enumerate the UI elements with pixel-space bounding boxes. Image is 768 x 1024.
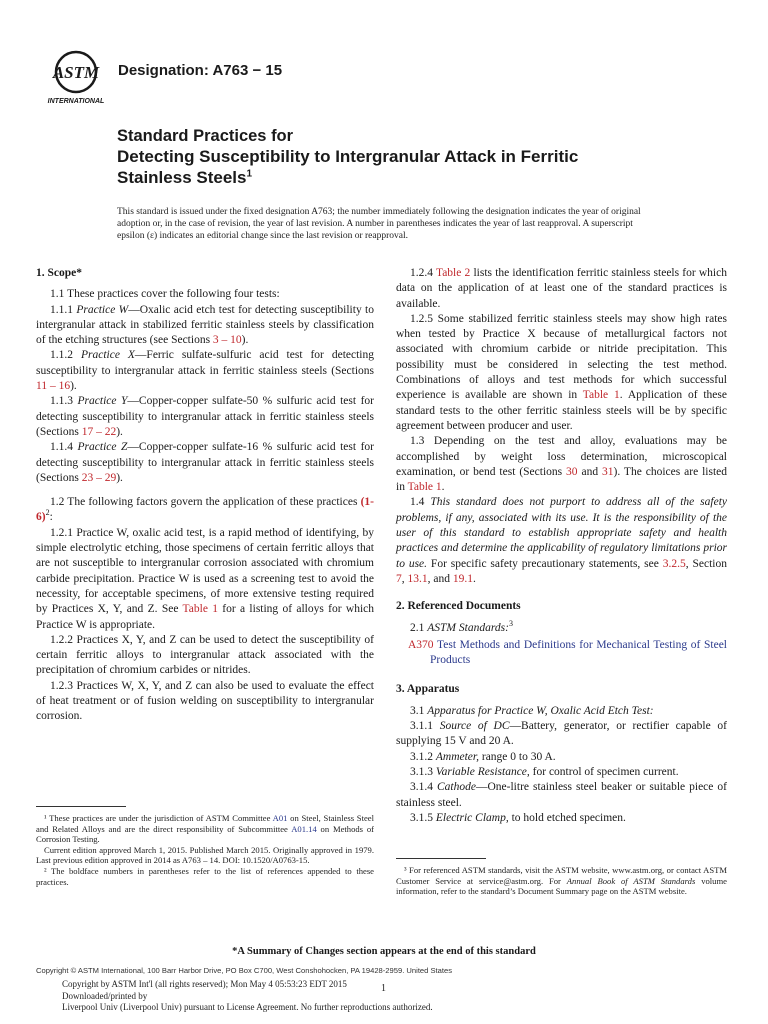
- paragraph-2-1: 2.1 ASTM Standards:$^3$: [410, 618, 513, 634]
- title-line-1: Standard Practices for: [117, 127, 294, 145]
- footnote-mark-3[interactable]: 3: [508, 618, 513, 628]
- section-link[interactable]: 30: [566, 465, 578, 478]
- paragraph-3-1-5: 3.1.5 Electric Clamp, to hold etched specimen.: [410, 811, 626, 824]
- print-license-note: [62, 979, 433, 1014]
- section-link[interactable]: 3.2.5: [662, 557, 686, 570]
- section-link[interactable]: 7: [396, 572, 402, 585]
- footnote-2: ² The boldface numbers in parentheses refer to the list of references appended to these practices.: [36, 865, 374, 887]
- paragraph-1-1-4: 1.1.4 Practice Z—Copper-copper sulfate-16 % sulfuric acid test for detecting susceptibility to intergranular attack in ferritic stainless steels (Sections 23 – 29).: [36, 441, 375, 484]
- footnote-1-edition: Current edition approved March 1, 2015. Published March 2015. Originally approved in 1979. Last previous edition approved in 2014 as A763 – 14. DOI: 10.1520/A0763-15.: [36, 844, 374, 866]
- table-link[interactable]: Table 1: [407, 481, 442, 494]
- print-line-3: Liverpool Univ (Liverpool Univ) pursuant to License Agreement. No further reproductions authorized.: [62, 1002, 433, 1012]
- table-link[interactable]: Table 2: [435, 267, 471, 279]
- section-link[interactable]: 3 – 10: [212, 334, 242, 347]
- title-footnote-mark[interactable]: 1: [246, 168, 253, 180]
- issue-note: This standard is issued under the fixed designation A763; the number immediately following the designation indicates the year of original adoption or, in the case of revision, the year of last revision. A number in parentheses indicates the year of last reapproval. A superscript epsilon (ε) indicates an editorial change since the last revision or reapproval.: [117, 207, 641, 241]
- paragraph-3-1-3: 3.1.3 Variable Resistance, for control of specimen current.: [410, 765, 679, 778]
- paragraph-3-1-1: 3.1.1 Source of DC—Battery, generator, or rectifier capable of supplying 15 V and 20 A.: [396, 720, 727, 748]
- print-line-1: Copyright by ASTM Int'l (all rights reserved); Mon May 4 05:53:23 EDT 2015: [62, 979, 347, 989]
- page-number: 1: [381, 983, 386, 994]
- paragraph-3-1-2: 3.1.2 Ammeter, range 0 to 30 A.: [410, 750, 556, 763]
- paragraph-3-1-4: 3.1.4 Cathode—One-litre stainless steel beaker or suitable piece of stainless steel.: [396, 781, 727, 809]
- summary-of-changes-note: *A Summary of Changes section appears at the end of this standard: [232, 946, 536, 957]
- right-column: [396, 266, 727, 826]
- standard-link-a370[interactable]: A370: [408, 638, 434, 651]
- table-link[interactable]: Table 1: [582, 389, 620, 402]
- print-line-2: Downloaded/printed by: [62, 990, 148, 1001]
- table-link[interactable]: Table 1: [182, 603, 218, 616]
- section-heading-scope: 1. Scope*: [36, 267, 82, 279]
- section-link[interactable]: 31: [602, 465, 614, 478]
- astm-logo: [40, 48, 112, 108]
- section-link[interactable]: 19.1: [452, 572, 473, 585]
- paragraph-1-4: 1.4 This standard does not purport to address all of the safety problems, if any, associated with its use. It is the responsibility of the user of this standard to establish appropriate safety and health practices and determine the applicability of regulatory limitations prior to use. For specific safety precautionary statements, see 3.2.5, Section 7, 13.1, and 19.1.: [396, 496, 728, 585]
- footnote-rule: [396, 858, 486, 859]
- title-line-3: Stainless Steels$^1$: [117, 168, 253, 187]
- footnote-rule: [36, 806, 126, 807]
- standard-title-a370[interactable]: Test Methods and Definitions for Mechanical Testing of Steel Products: [430, 638, 727, 667]
- paragraph-1-3: 1.3 Depending on the test and alloy, evaluations may be accomplished by weight loss determination, microscopical examination, or bend test (Sections 30 and 31). The choices are listed in Table 1.: [396, 435, 728, 494]
- designation: Designation: A763 − 15: [118, 62, 283, 79]
- footnotes-left: [36, 806, 374, 887]
- title-line-2: Detecting Susceptibility to Intergranular Attack in Ferritic: [117, 147, 579, 166]
- paragraph-1-2-3: 1.2.3 Practices W, X, Y, and Z can also be used to evaluate the effect of heat treatment or of fusion welding on susceptibility to intergranular corrosion.: [36, 679, 374, 723]
- paragraph-1-1: 1.1 These practices cover the following four tests:: [50, 288, 280, 301]
- section-link[interactable]: 23 – 29: [81, 471, 117, 484]
- svg-text:INTERNATIONAL: INTERNATIONAL: [47, 98, 105, 105]
- paragraph-1-1-3: 1.1.3 Practice Y—Copper-copper sulfate-50 % sulfuric acid test for detecting susceptibility to intergranular attack in ferritic stainless steels (Sections 17 – 22).: [36, 395, 375, 438]
- title-block: [117, 126, 717, 188]
- paragraph-1-2-5: 1.2.5 Some stabilized ferritic stainless steels may show high rates when tested by Practice X because of metallurgical factors not associated with chromium carbide or nitride precipitation. This possibility must be considered in selecting the test method. Combinations of alloys and test methods for which successful experience is available are shown in Table 1. Application of these standard tests to the other ferritic stainless steels will be by specific agreement between producer and user.: [396, 312, 727, 432]
- paragraph-1-2-2: 1.2.2 Practices X, Y, and Z can be used to detect the susceptibility of certain ferritic alloys to intergranular attack associated with the precipitation of chromium carbides or nitrides.: [36, 633, 374, 677]
- left-column: [36, 266, 374, 725]
- paragraph-1-2: 1.2 The following factors govern the application of these practices $(1-6)^2$:: [36, 496, 374, 524]
- svg-text:ASTM: ASTM: [52, 63, 100, 82]
- paragraph-1-1-2: 1.1.2 Practice X—Ferric sulfate-sulfuric acid test for detecting susceptibility to intergranular attack in ferritic stainless steels (Sections 11 – 16).: [36, 349, 374, 393]
- paragraph-1-2-1: 1.2.1 Practice W, oxalic acid test, is a rapid method of identifying, by simple electrolytic etching, those specimens of certain ferritic alloys that are not susceptible to intergranular corrosion associated with chromium carbide precipitation. Practice W is used as a screening test to avoid the necessity, for acceptable specimens, of more extensive testing required by Practices X, Y, and Z. See Table 1 for a listing of alloys for which Practice W is appropriate.: [36, 526, 374, 631]
- footnote-mark-2[interactable]: 2: [45, 508, 50, 518]
- section-link[interactable]: 17 – 22: [81, 425, 117, 438]
- paragraph-1-1-1: 1.1.1 Practice W—Oxalic acid etch test for detecting susceptibility to intergranular attack in stabilized ferritic stainless steels by classification of the etching structures (see Sections 3 – 10).: [36, 303, 374, 347]
- section-link[interactable]: 13.1: [407, 572, 428, 585]
- footnotes-right: [396, 858, 727, 897]
- section-heading-referenced-documents: 2. Referenced Documents: [396, 600, 521, 613]
- document-header: [40, 48, 740, 108]
- paragraph-1-2-4: 1.2.4 Table 2 lists the identification ferritic stainless steels for which data on the application of at least one of the standard practices is available.: [396, 267, 727, 310]
- footnote-1: ¹ These practices are under the jurisdiction of ASTM Committee A01 on Steel, Stainless Steel and Related Alloys and are the direct responsibility of Subcommittee A01.14 on Methods of Corrosion Testing.: [36, 813, 374, 845]
- committee-link-a01[interactable]: A01: [272, 813, 288, 823]
- section-heading-apparatus: 3. Apparatus: [396, 683, 460, 696]
- subcommittee-link-a01-14[interactable]: A01.14: [291, 823, 317, 834]
- copyright-line: Copyright © ASTM International, 100 Barr Harbor Drive, PO Box C700, West Conshohocken, PA 19428-2959. United States: [36, 966, 453, 975]
- footnote-3: ³ For referenced ASTM standards, visit the ASTM website, www.astm.org, or contact ASTM Customer Service at service@astm.org. For Annual Book of ASTM Standards volume information, refer to the standard’s Document Summary page on the ASTM website.: [396, 865, 727, 897]
- reference-link[interactable]: (1-6): [36, 496, 374, 524]
- paragraph-3-1: 3.1 Apparatus for Practice W, Oxalic Acid Etch Test:: [410, 704, 654, 717]
- reference-a370: [396, 638, 727, 669]
- section-link[interactable]: 11 – 16: [36, 380, 71, 393]
